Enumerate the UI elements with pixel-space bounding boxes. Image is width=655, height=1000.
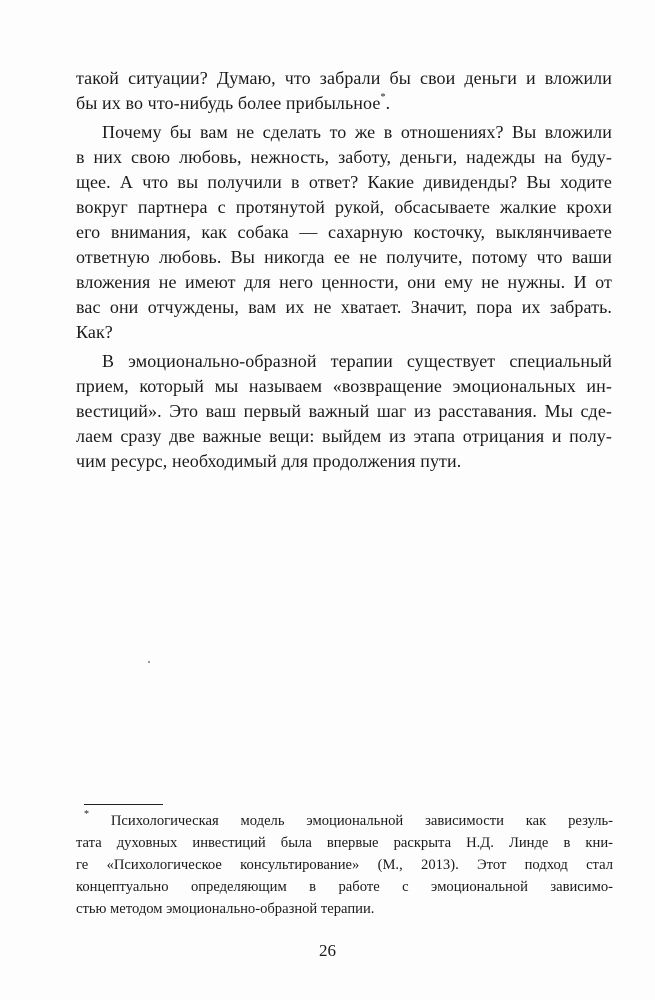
text-line: его внимания, как собака — сахарную косточку, выклянчиваете — [76, 222, 612, 242]
footnote-marker: * — [380, 92, 386, 103]
text-line: прием, который мы называем «возвращение эмоциональных ин- — [76, 376, 612, 396]
footnote-line: стью методом эмоционально-образной терапии. — [76, 901, 375, 917]
footnote-line: тата духовных инвестиций была впервые раскрыта Н.Д. Линде в кни- — [76, 835, 613, 851]
text-line: В эмоционально-образной терапии существует специальный — [102, 351, 612, 371]
text-line: бы их во что-нибудь более прибыльное*. — [76, 92, 391, 113]
footnote-rule — [84, 804, 163, 805]
footnote-line: ге «Психологическое консультирование» (М., 2013). Этот подход стал — [76, 857, 613, 873]
text-line: лаем сразу две важные вещи: выйдем из этапа отрицания и полу- — [76, 426, 612, 446]
footnote-line — [84, 810, 613, 832]
text-line: вестиций». Это ваш первый важный шаг из расставания. Мы сде- — [76, 401, 612, 421]
text-line: вокруг партнера с протянутой рукой, обсасываете жалкие крохи — [76, 197, 612, 217]
text-line: Как? — [76, 322, 113, 342]
text-line: Почему бы вам не сделать то же в отношениях? Вы вложили — [102, 122, 612, 142]
text-line: щее. А что вы получили в ответ? Какие дивиденды? Вы ходите — [76, 172, 612, 192]
print-speck — [148, 661, 150, 663]
text-line: вас они отчуждены, вам их не хватает. Значит, пора их забрать. — [76, 297, 612, 317]
text-line-content: бы их во что-нибудь более прибыльное — [76, 93, 381, 113]
text-line: чим ресурс, необходимый для продолжения пути. — [76, 451, 462, 471]
text-line: вложения не имеют для него ценности, они ему не нужны. И от — [76, 272, 612, 292]
text-line: такой ситуации? Думаю, что забрали бы свои деньги и вложили — [76, 68, 612, 88]
text-line: в них свою любовь, нежность, заботу, деньги, надежды на буду- — [76, 147, 612, 167]
text-line: ответную любовь. Вы никогда ее не получите, потому что ваши — [76, 247, 612, 267]
footnote-text: Психологическая модель эмоциональной зависимости как резуль- — [89, 813, 613, 829]
footnote-line: концептуально определяющим в работе с эмоциональной зависимо- — [76, 879, 613, 895]
page-number: 26 — [319, 941, 336, 960]
footnote-marker: * — [84, 809, 89, 821]
